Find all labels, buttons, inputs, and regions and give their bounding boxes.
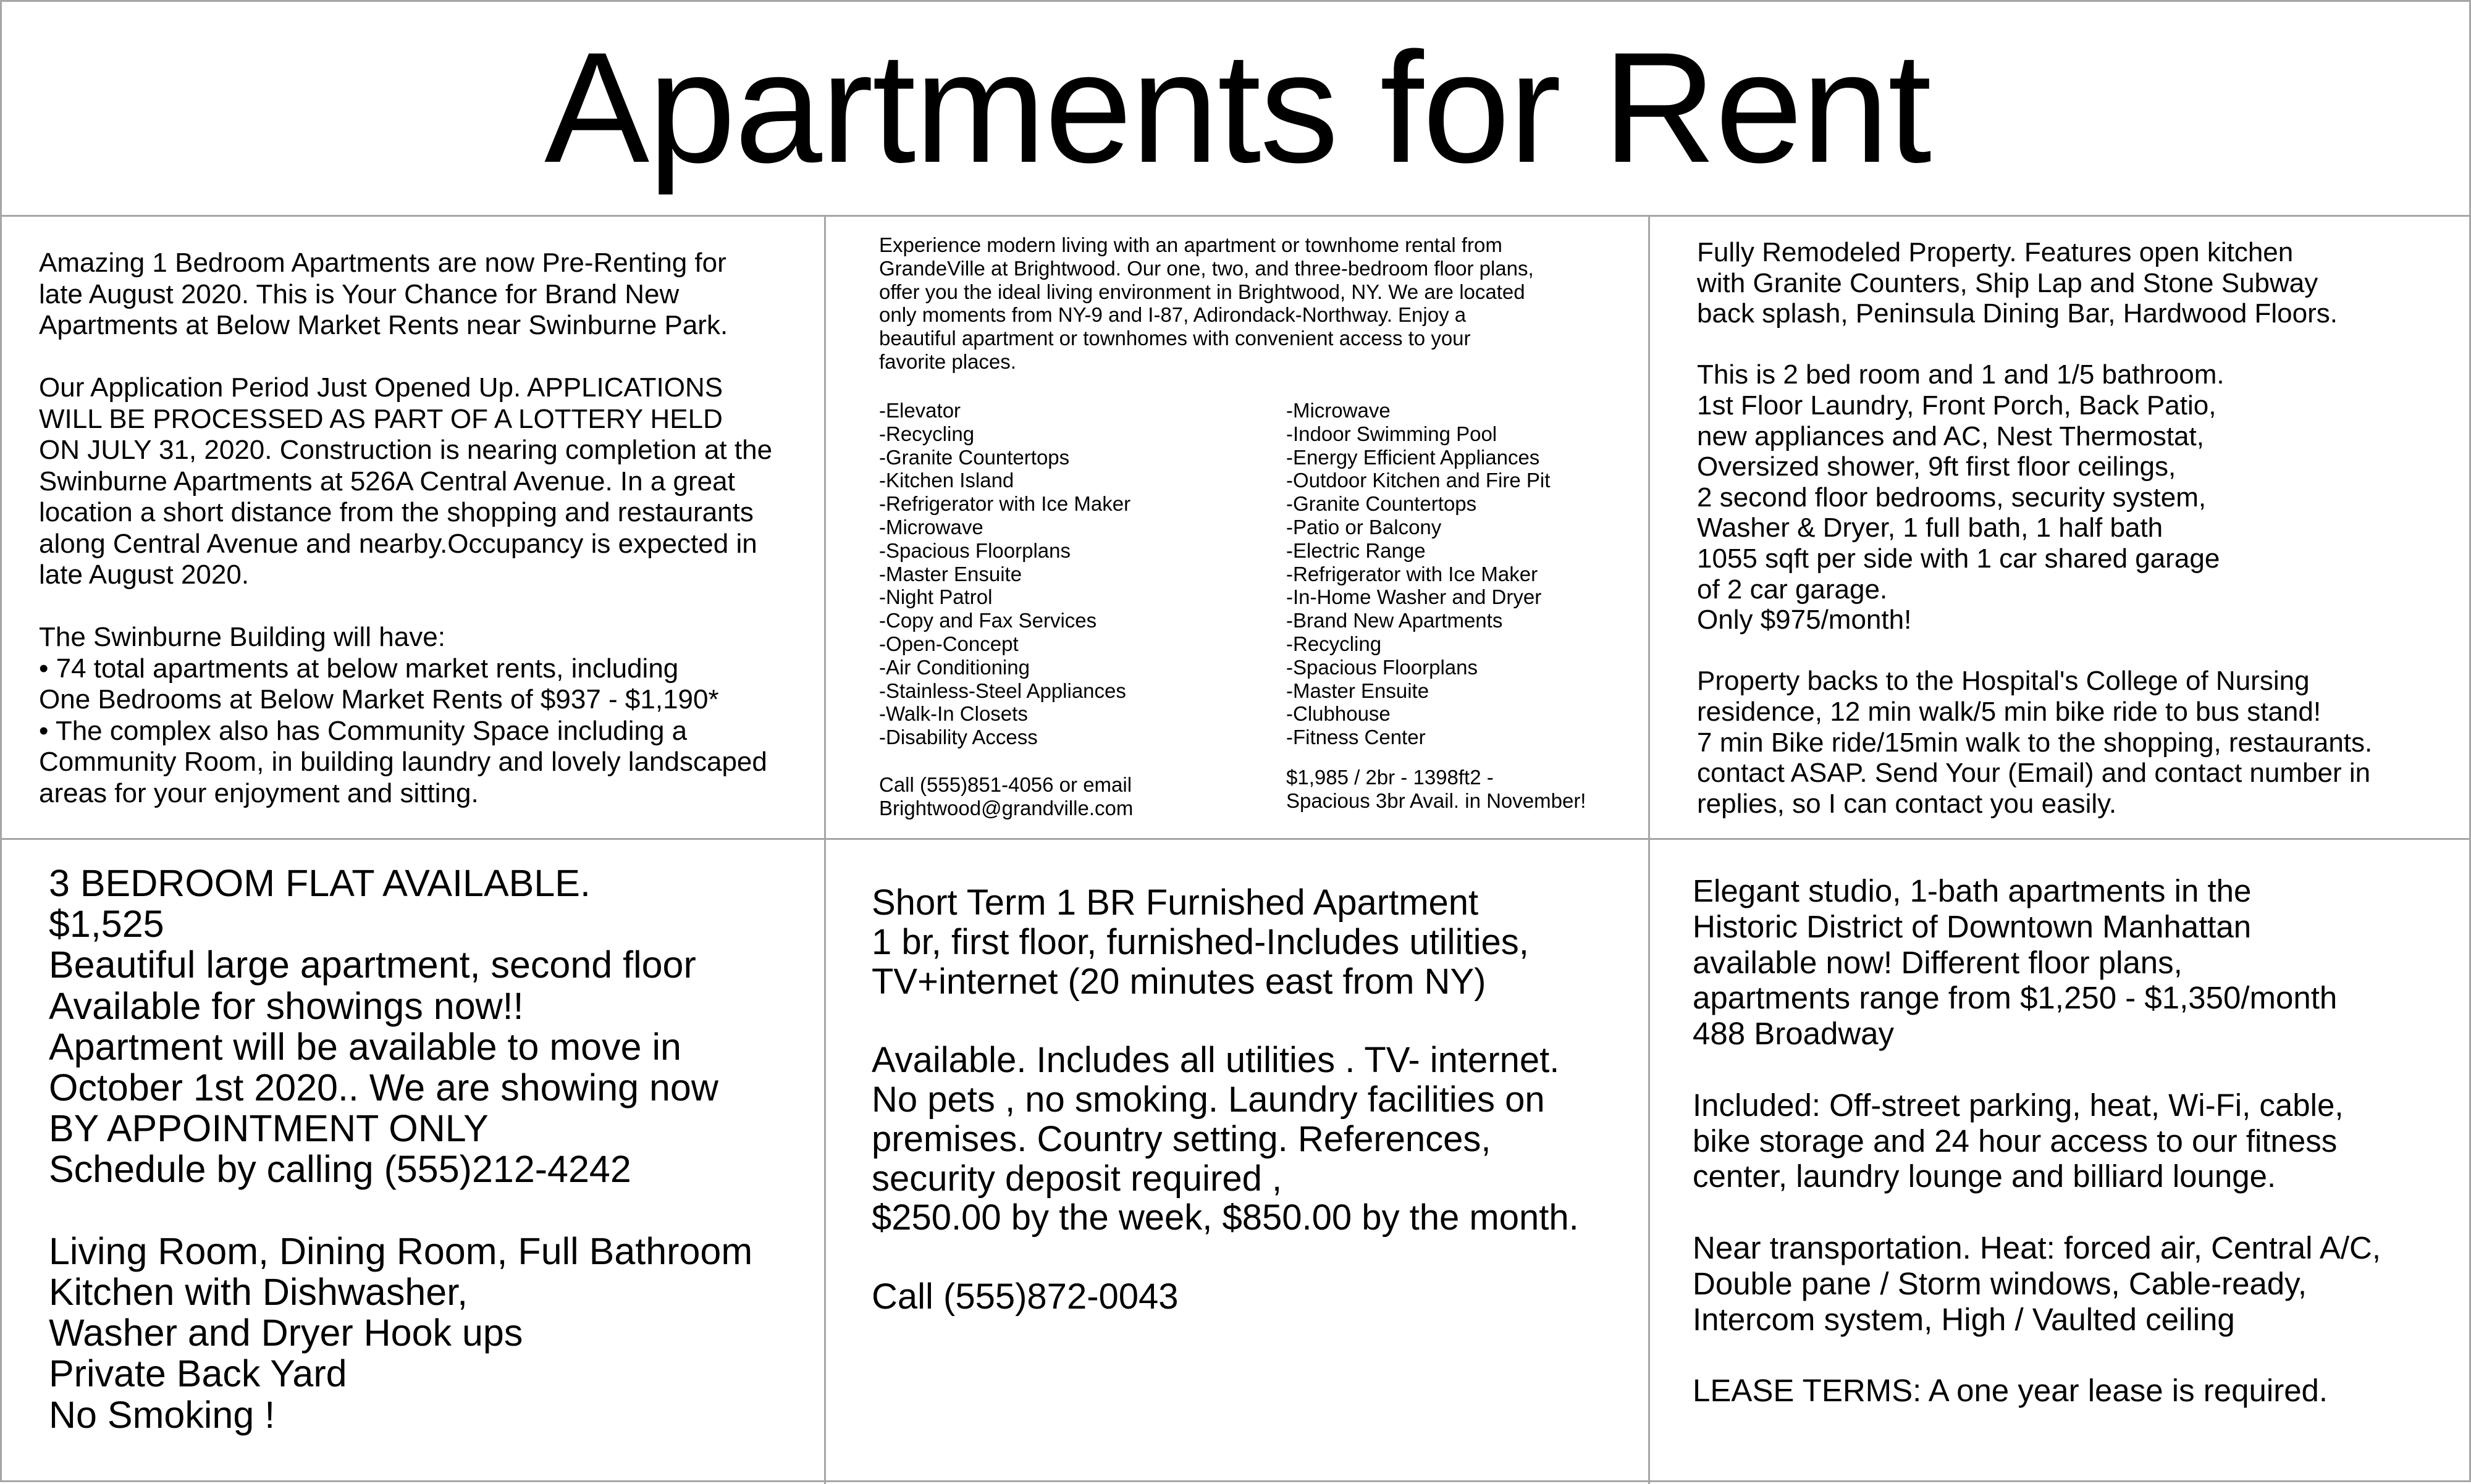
ad-three-bedroom-flat: 3 BEDROOM FLAT AVAILABLE. $1,525 Beautiful large apartment, second floor Available for showings now!! Apartment will be available to move in October 1st 2020.. We are showing now BY APPOINTMENT ONLY Schedule by calling (555)212-4242 Living Room, Dining Room, Full Bathroom Kitchen with Dishwasher, Washer and Dryer Hook ups Private Back Yard No Smoking ! — [49, 862, 753, 1436]
column-divider-right — [1648, 217, 1650, 1484]
page-title: Apartments for Rent — [544, 20, 1930, 196]
ad-grandeville-contact: Call (555)851-4056 or email Brightwood@grandville.com — [879, 773, 1134, 820]
ad-grandeville-intro: Experience modern living with an apartment or townhome rental from GrandeVille at Brightwood. Our one, two, and three-bedroom floor plans, offer you the ideal living environment in Brightwood, NY. We are located only moments from NY-9 and I-87, Adirondack-Northway. Enjoy a beautiful apartment or townhomes with convenient access to your favorite places. — [879, 233, 1534, 373]
row-divider — [2, 838, 2471, 840]
ad-swinburne-apartments: Amazing 1 Bedroom Apartments are now Pre-Renting for late August 2020. This is Your Chance for Brand New Apartments at Below Market Rents near Swinburne Park. Our Application Period Just Opened Up. APPLICATIONS WILL BE PROCESSED AS PART OF A LOTTERY HELD ON JULY 31, 2020. Construction is nearing completion at the Swinburne Apartments at 526A Central Avenue. In a great location a short distance from the shopping and restaurants along Central Avenue and nearby.Occupancy is expected in late August 2020. The Swinburne Building will have: • 74 total apartments at below market rents, including One Bedrooms at Below Market Rents of $937 - $1,190* • The complex also has Community Space including a Community Room, in building laundry and lovely landscaped areas for your enjoyment and sitting. — [39, 248, 773, 808]
ad-grandeville-price: $1,985 / 2br - 1398ft2 - Spacious 3br Avail. in November! — [1286, 766, 1586, 812]
ad-grandeville-amenities-left: -Elevator -Recycling -Granite Countertops -Kitchen Island -Refrigerator with Ice Maker -Microwave -Spacious Floorplans -Master Ensuite -Night Patrol -Copy and Fax Services -Open-Concept -Air Conditioning -Stainless-Steel Appliances -Walk-In Closets -Disability Access — [879, 399, 1131, 749]
ad-remodeled-property: Fully Remodeled Property. Features open kitchen with Granite Counters, Ship Lap and Stone Subway back splash, Peninsula Dining Bar, Hardwood Floors. This is 2 bed room and 1 and 1/5 bathroom. 1st Floor Laundry, Front Porch, Back Patio, new appliances and AC, Nest Thermostat, Oversized shower, 9ft first floor ceilings, 2 second floor bedrooms, security system, Washer & Dryer, 1 full bath, 1 half bath 1055 sqft per side with 1 car shared garage of 2 car garage. Only $975/month! Property backs to the Hospital's College of Nursing residence, 12 min walk/5 min bike ride to bus stand! 7 min Bike ride/15min walk to the shopping, restaurants. contact ASAP. Send Your (Email) and contact number in replies, so I can contact you easily. — [1697, 237, 2373, 819]
header — [2, 2, 2471, 217]
column-divider-left — [824, 217, 826, 1484]
ad-short-term-furnished: Short Term 1 BR Furnished Apartment 1 br, first floor, furnished-Includes utilities, TV+internet (20 minutes east from NY) Available. Includes all utilities . TV- internet. No pets , no smoking. Laundry facilities on premises. Country setting. References, security deposit required , $250.00 by the week, $850.00 by the month. Call (555)872-0043 — [872, 882, 1579, 1317]
ad-grandeville-amenities-right: -Microwave -Indoor Swimming Pool -Energy Efficient Appliances -Outdoor Kitchen and Fire Pit -Granite Countertops -Patio or Balcony -Electric Range -Refrigerator with Ice Maker -In-Home Washer and Dryer -Brand New Apartments -Recycling -Spacious Floorplans -Master Ensuite -Clubhouse -Fitness Center — [1286, 399, 1551, 749]
ad-elegant-studio: Elegant studio, 1-bath apartments in the Historic District of Downtown Manhattan available now! Different floor plans, apartments range from $1,250 - $1,350/month 488 Broadway Included: Off-street parking, heat, Wi-Fi, cable, bike storage and 24 hour access to our fitness center, laundry lounge and billiard lounge. Near transportation. Heat: forced air, Central A/C, Double pane / Storm windows, Cable-ready, Intercom system, High / Vaulted ceiling LEASE TERMS: A one year lease is required. — [1693, 873, 2381, 1409]
